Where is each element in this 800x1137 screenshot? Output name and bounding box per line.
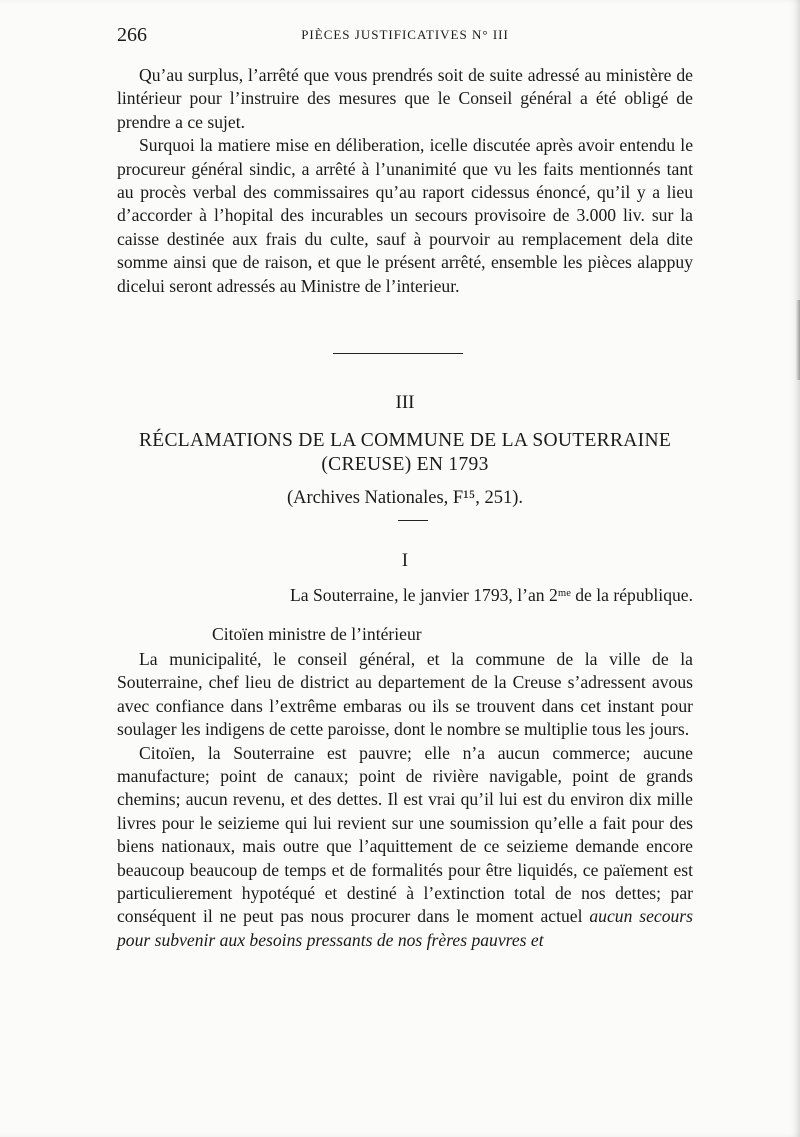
continuation-paragraph-2: Surquoi la matiere mise en déliberation, icelle discutée après avoir entendu le procureur général sindic, a arrêté à l’unanimité que vu les faits mentionnés tant au procès verbal des commissaires qu’au raport cidessus énoncé, qu’il y a lieu d’accorder à l’hopital des incurables un secours provisoire de 3.000 liv. sur la caisse destinée aux frais du culte, sauf à pourvoir au remplacement dela dite somme ainsi que de raison, et que le présent arrêté, ensemble les pièces alappuy dicelui seront adressés au Ministre de l’interieur. bbox=[117, 135, 693, 296]
letter-paragraph-2-text: Citoïen, la Souterraine est pauvre; elle n’a aucun commerce; aucune manufacture; point de canaux; point de rivière navigable, point de grands chemins; aucun revenu, et des dettes. Il est vrai qu’il lui est du environ dix mille livres pour le seizieme qui lui revient sur une soumission qu’elle a fait pour des biens nationaux, mais outre que l’aquittement de ce seizieme demande encore beaucoup beaucoup de temps et de formalités pour être liquidés, ce païement est particulierement hypotéqué et destiné à l’extinction total de nos dettes; par conséquent il ne peut pas nous procurer dans le moment actuel bbox=[117, 742, 693, 927]
section-title-line-1: RÉCLAMATIONS DE LA COMMUNE DE LA SOUTERRAINE bbox=[138, 430, 672, 451]
letter-paragraph-2 bbox=[117, 742, 693, 953]
letter-dateline: La Souterraine, le janvier 1793, l’an 2ᵐᵉ de la république. bbox=[290, 585, 693, 605]
letter-salutation: Citoïen ministre de l’intérieur bbox=[212, 624, 422, 644]
letter-paragraph-2-italic: aucun secours pour subvenir aux besoins pressants de nos frères pauvres et bbox=[117, 906, 694, 950]
letter-paragraph-1: La municipalité, le conseil général, et la commune de la ville de la Souterraine, chef lieu de district au departement de la Creuse s’adressent avous avec confiance dans l’extrême embaras ou ils se trouvent dans cet instant pour soulager les indigens de cette paroisse, dont le nombre se multiplie tous les jours. bbox=[117, 649, 693, 740]
archive-reference: (Archives Nationales, F¹⁵, 251). bbox=[286, 488, 523, 508]
section-divider bbox=[333, 353, 463, 354]
page-header bbox=[117, 24, 693, 50]
subsection-divider bbox=[398, 520, 428, 521]
continuation-paragraph-1: Qu’au surplus, l’arrêté que vous prendrés soit de suite adressé au ministère de lintérieur pour l’instruire des mesures que le Conseil général a été obligé de prendre a ce sujet. bbox=[117, 65, 693, 132]
continuation-text bbox=[117, 64, 693, 298]
letter-number: I bbox=[401, 551, 409, 571]
running-head: PIÈCES JUSTIFICATIVES N° III bbox=[301, 27, 509, 42]
section-number: III bbox=[395, 392, 415, 413]
section-title-line-2: (CREUSE) EN 1793 bbox=[321, 454, 489, 475]
letter-body bbox=[117, 648, 693, 952]
page-number: 266 bbox=[117, 24, 147, 46]
scan-edge-mark bbox=[795, 300, 800, 380]
